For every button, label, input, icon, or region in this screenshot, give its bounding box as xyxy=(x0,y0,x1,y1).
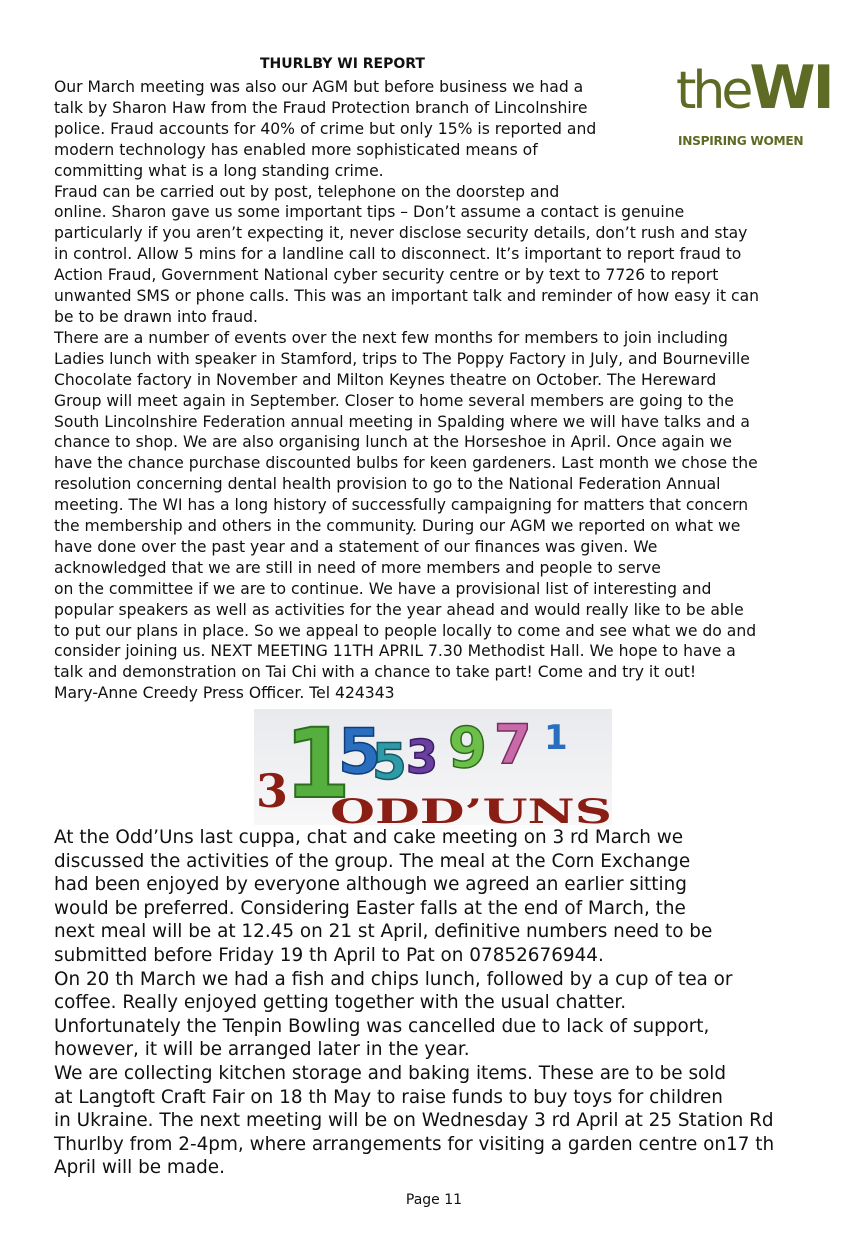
text-line: Unfortunately the Tenpin Bowling was cancelled due to lack of support, xyxy=(54,1015,710,1037)
text-line: Thurlby from 2-4pm, where arrangements for visiting a garden centre on17 th xyxy=(54,1133,775,1155)
text-line: chance to shop. We are also organising lunch at the Horseshoe in April. Once again we xyxy=(54,433,732,452)
odduns-banner-text: ODD’UNS xyxy=(330,792,612,825)
wi-logo-wordmark: theWI xyxy=(676,53,832,123)
text-line: Group will meet again in September. Closer to home several members are going to the xyxy=(54,391,734,410)
text-line: Our March meeting was also our AGM but before business we had a xyxy=(54,78,584,96)
digit-3-left: 3 xyxy=(256,764,289,818)
text-line: next meal will be at 12.45 on 21 st April, definitive numbers need to be xyxy=(54,921,713,943)
text-line: had been enjoyed by everyone although we agreed an earlier sitting xyxy=(54,874,687,896)
text-line: April will be made. xyxy=(54,1157,225,1179)
text-line: coffee. Really enjoyed getting together with the usual chatter. xyxy=(54,992,627,1014)
page-number: Page 11 xyxy=(405,1192,463,1208)
text-line: have the chance purchase discounted bulbs for keen gardeners. Last month we chose the xyxy=(54,454,758,473)
text-line: particularly if you aren’t expecting it, never disclose security details, don’t rush and stay xyxy=(54,224,748,243)
text-line: online. Sharon gave us some important tips – Don’t assume a contact is genuine xyxy=(54,203,685,222)
text-line: would be preferred. Considering Easter falls at the end of March, the xyxy=(54,897,686,919)
text-line: We are collecting kitchen storage and baking items. These are to be sold xyxy=(54,1062,727,1084)
text-line: South Lincolnshire Federation annual meeting in Spalding where we will have talks and a xyxy=(54,412,750,431)
text-line: meeting. The WI has a long history of successfully campaigning for matters that concern xyxy=(54,496,749,515)
text-line: however, it will be arranged later in the year. xyxy=(54,1039,470,1061)
text-line: discussed the activities of the group. The meal at the Corn Exchange xyxy=(54,850,691,872)
text-line: on the committee if we are to continue. We have a provisional list of interesting and xyxy=(54,579,712,598)
text-line: committing what is a long standing crime. xyxy=(54,161,384,180)
text-line: the membership and others in the community. During our AGM we reported on what we xyxy=(54,517,741,536)
text-line: have done over the past year and a statement of our finances was given. We xyxy=(54,537,658,556)
text-line: resolution concerning dental health provision to go to the National Federation Annual xyxy=(54,475,721,494)
digit-3-purple: 3 xyxy=(406,730,439,784)
text-line: unwanted SMS or phone calls. This was an important talk and reminder of how easy it can xyxy=(54,287,760,306)
text-line: Mary-Anne Creedy Press Officer. Tel 424343 xyxy=(54,684,395,703)
text-line: There are a number of events over the next few months for members to join including xyxy=(54,328,728,347)
text-line: at Langtoft Craft Fair on 18 th May to raise funds to buy toys for children xyxy=(54,1086,723,1108)
text-line: At the Odd’Uns last cuppa, chat and cake meeting on 3 rd March we xyxy=(54,827,684,848)
digit-7-pink: 7 xyxy=(494,713,532,776)
text-line: acknowledged that we are still in need of more members and people to serve xyxy=(54,558,661,577)
text-line: Chocolate factory in November and Milton Keynes theatre on October. The Hereward xyxy=(54,370,717,389)
report-title: THURLBY WI REPORT xyxy=(260,56,425,72)
text-line: talk and demonstration on Tai Chi with a chance to take part! Come and try it out! xyxy=(54,663,697,682)
digit-5-blue: 5 xyxy=(338,715,382,788)
digit-1-small: 1 xyxy=(544,718,568,758)
text-line: police. Fraud accounts for 40% of crime but only 15% is reported and xyxy=(54,119,597,138)
digit-1-big: 1 xyxy=(284,709,351,820)
text-line: Ladies lunch with speaker in Stamford, trips to The Poppy Factory in July, and Bourneville xyxy=(54,349,750,368)
text-line: to put our plans in place. So we appeal to people locally to come and see what we do and xyxy=(54,621,757,640)
wi-logo-tagline: INSPIRING WOMEN xyxy=(678,134,804,148)
text-line: talk by Sharon Haw from the Fraud Protection branch of Lincolnshire xyxy=(54,98,588,117)
digit-9-green: 9 xyxy=(448,716,487,781)
odduns-body xyxy=(54,826,834,1180)
text-line: consider joining us. NEXT MEETING 11TH APRIL 7.30 Methodist Hall. We hope to have a xyxy=(54,642,736,661)
text-line: Fraud can be carried out by post, telephone on the doorstep and xyxy=(54,182,560,201)
text-line: modern technology has enabled more sophisticated means of xyxy=(54,140,538,159)
text-line: in Ukraine. The next meeting will be on Wednesday 3 rd April at 25 Station Rd xyxy=(54,1110,774,1132)
digit-5-teal: 5 xyxy=(372,733,407,791)
text-line: in control. Allow 5 mins for a landline call to disconnect. It’s important to report fraud to xyxy=(54,245,742,264)
text-line: be to be drawn into fraud. xyxy=(54,307,258,326)
text-line: submitted before Friday 19 th April to Pat on 07852676944. xyxy=(54,944,604,966)
odduns-numbers-image xyxy=(254,709,612,825)
text-line: Action Fraud, Government National cyber security centre or by text to 7726 to report xyxy=(54,266,719,285)
wi-report-body xyxy=(54,77,824,704)
text-line: popular speakers as well as activities for the year ahead and would really like to be able xyxy=(54,600,744,619)
text-line: On 20 th March we had a fish and chips lunch, followed by a cup of tea or xyxy=(54,968,733,990)
